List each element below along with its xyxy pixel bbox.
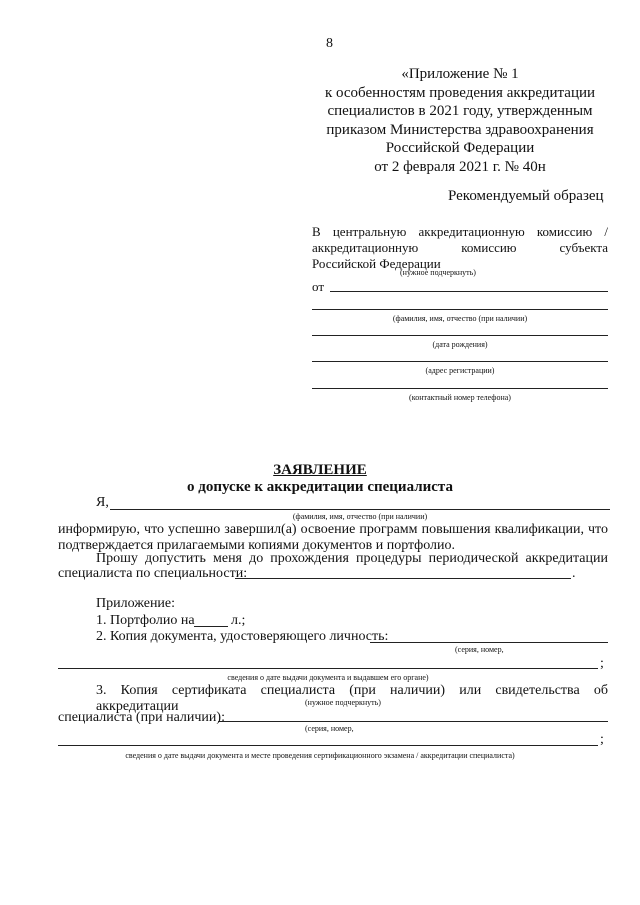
appendix-line-4: приказом Министерства здравоохранения <box>326 121 594 138</box>
hint-phone: (контактный номер телефона) <box>409 393 511 402</box>
statement-subtitle: о допуске к аккредитации специалиста <box>187 479 453 495</box>
attachment-item-1-prefix: 1. Портфолио на <box>96 613 195 628</box>
from-label: от <box>312 279 325 294</box>
hint-series-number-2: (серия, номер, <box>305 724 354 733</box>
attachment-item-1-suffix: л.; <box>231 613 246 628</box>
phone-field-line[interactable] <box>312 388 608 389</box>
hint-birth-date: (дата рождения) <box>432 340 488 349</box>
from-field-line[interactable] <box>330 291 608 292</box>
addressee-line-3: Российской Федерации <box>312 256 441 271</box>
para2-end-dot: . <box>572 566 576 581</box>
page-number: 8 <box>326 36 333 51</box>
hint-issue-info: сведения о дате выдачи документа и выдавшем его органе) <box>227 673 429 682</box>
id-document-details-field-line[interactable] <box>58 668 598 669</box>
para1-line-1: информирую, что успешно завершил(а) освоение программ повышения квалификации, что <box>58 522 608 537</box>
appendix-line-2: к особенностям проведения аккредитации <box>324 84 596 101</box>
hint-fio: (фамилия, имя, отчество (при наличии) <box>392 314 528 323</box>
hint-underline-choice-2: (нужное подчеркнуть) <box>305 698 381 707</box>
hint-underline-choice: (нужное подчеркнуть) <box>400 268 476 277</box>
attachments-title: Приложение: <box>96 596 176 611</box>
semicolon-2: ; <box>600 732 604 747</box>
fio-field-line[interactable] <box>312 309 608 310</box>
addressee-line-1: В центральную аккредитационную комиссию / <box>312 224 608 239</box>
appendix-line-1: «Приложение № 1 <box>401 66 519 82</box>
specialty-field-line[interactable] <box>235 578 571 579</box>
attachment-item-2-label: 2. Копия документа, удостоверяющего личность: <box>96 629 389 644</box>
attachment-item-3-line-1: 3. Копия сертификата специалиста (при наличии) или свидетельства об аккредитации <box>96 683 608 714</box>
applicant-name-field-line[interactable] <box>110 509 610 510</box>
portfolio-pages-field-line[interactable] <box>194 626 228 627</box>
attachment-item-3-line-2-label: специалиста (при наличии): <box>58 710 225 725</box>
appendix-line-6: от 2 февраля 2021 г. № 40н <box>374 158 546 175</box>
para2-line-2-label: специалиста по специальности: <box>58 566 248 581</box>
statement-title: ЗАЯВЛЕНИЕ <box>273 462 367 478</box>
hint-issue-info-2: сведения о дате выдачи документа и месте проведения сертификационного экзамена / аккредитации специалиста) <box>125 751 515 760</box>
address-field-line[interactable] <box>312 361 608 362</box>
certificate-details-field-line[interactable] <box>58 745 598 746</box>
hint-series-number: (серия, номер, <box>455 645 504 654</box>
para2-line-1: Прошу допустить меня до прохождения процедуры периодической аккредитации <box>96 551 608 566</box>
birth-date-field-line[interactable] <box>312 335 608 336</box>
id-document-field-line[interactable] <box>370 642 608 643</box>
ya-label: Я, <box>96 495 109 510</box>
semicolon-1: ; <box>600 656 604 671</box>
addressee-line-2: аккредитационную комиссию субъекта <box>312 240 608 255</box>
appendix-line-5: Российской Федерации <box>385 140 535 157</box>
appendix-line-3: специалистов в 2021 году, утвержденным <box>327 103 593 120</box>
hint-address: (адрес регистрации) <box>425 366 495 375</box>
appendix-header <box>300 65 620 177</box>
recommended-sample: Рекомендуемый образец <box>448 188 604 204</box>
para1-line-2: подтверждается прилагаемыми копиями документов и портфолио. <box>58 538 456 553</box>
certificate-field-line[interactable] <box>218 721 608 722</box>
hint-applicant-fio: (фамилия, имя, отчество (при наличии) <box>292 512 428 521</box>
